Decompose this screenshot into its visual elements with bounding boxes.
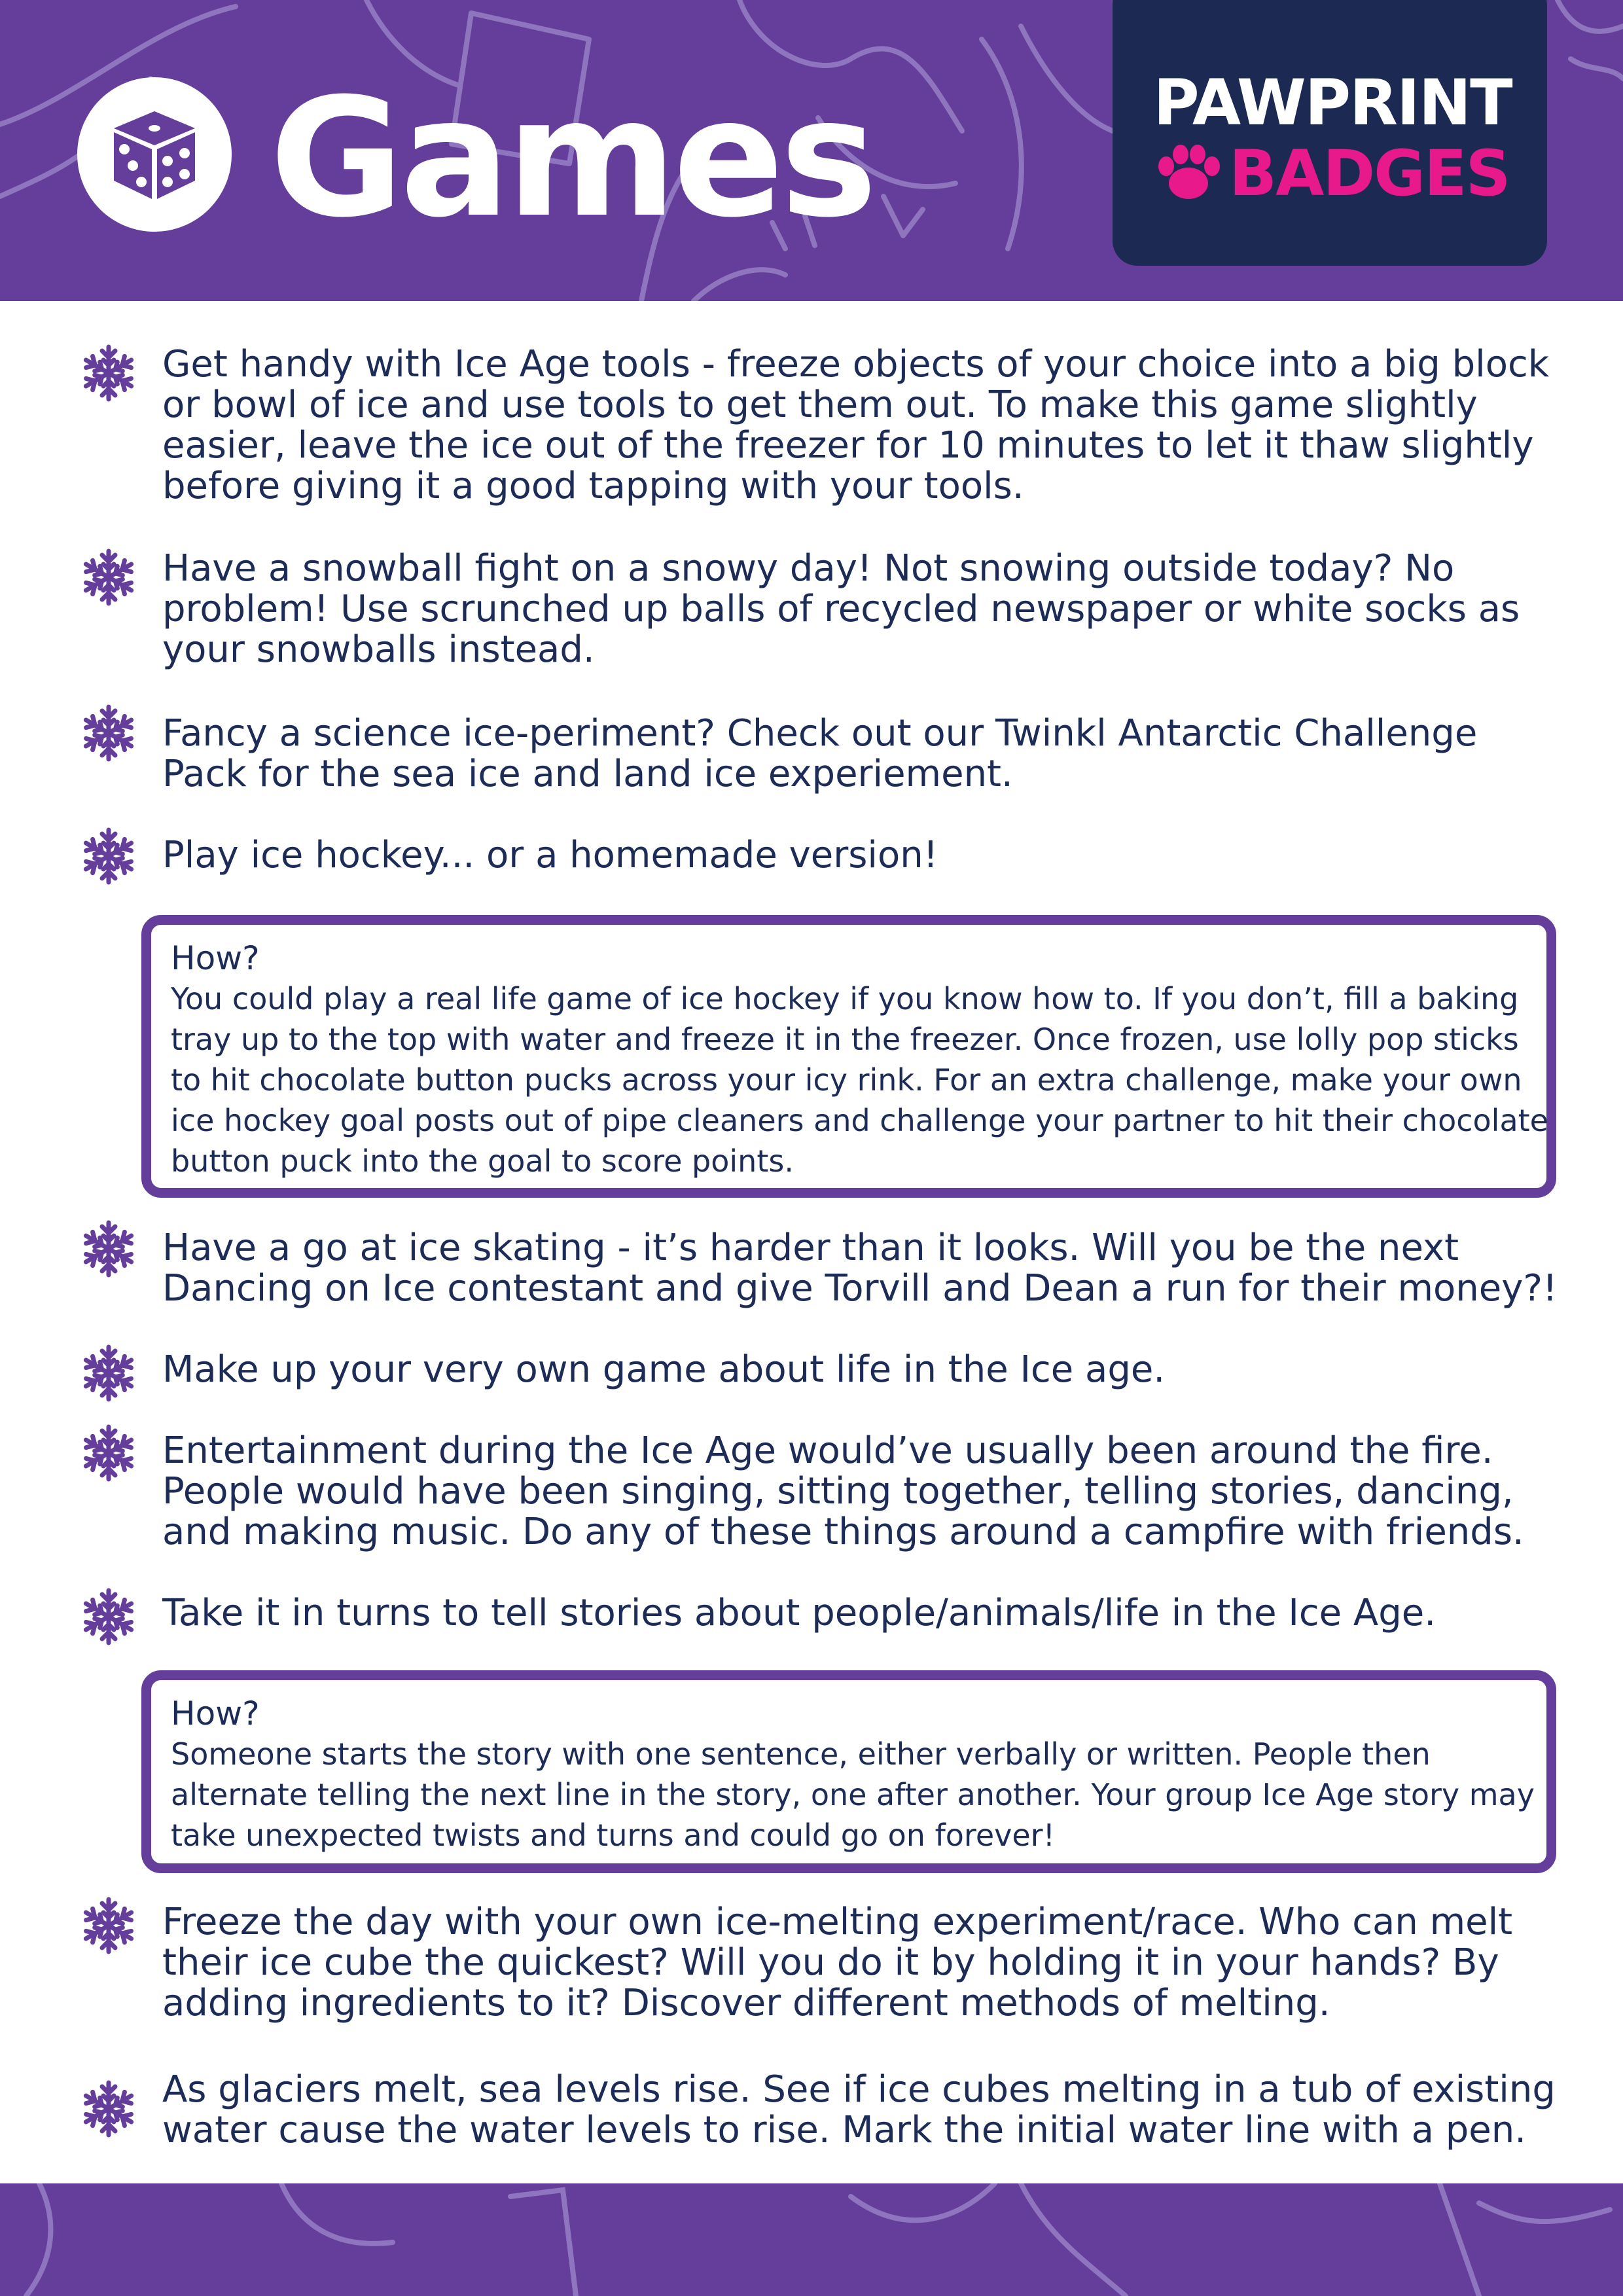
snowflake-icon bbox=[79, 1423, 139, 1483]
snowflake-icon bbox=[79, 1219, 139, 1279]
list-item-text: Have a snowball fight on a snowy day! Not snowing outside today? No problem! Use scrunched up balls of recycled newspaper or white socks as your snowballs instead. bbox=[162, 547, 1520, 671]
snowflake-icon bbox=[79, 2079, 139, 2139]
ice-age-illustration bbox=[0, 2183, 1623, 2296]
list-item-text: Make up your very own game about life in the Ice age. bbox=[162, 1348, 1166, 1391]
brand-logo bbox=[1113, 0, 1547, 266]
list-item-text: Entertainment during the Ice Age would’ve usually been around the fire. People would have been singing, sitting together, telling stories, dancing, and making music. Do any of these things around a campfire with friends. bbox=[162, 1429, 1524, 1553]
snowflake-icon bbox=[79, 703, 139, 763]
snowflake-icon bbox=[79, 826, 139, 886]
list-item-text: As glaciers melt, sea levels rise. See if ice cubes melting in a tub of existing water cause the water levels to rise. Mark the initial water line with a pen. bbox=[162, 2068, 1556, 2151]
how-box-label: How? bbox=[171, 1695, 260, 1732]
list-item-text: Play ice hockey... or a homemade version! bbox=[162, 834, 938, 876]
list-item-text: Fancy a science ice-periment? Check out our Twinkl Antarctic Challenge Pack for the sea ice and land ice experiement. bbox=[162, 712, 1478, 795]
brand-name-top: PAWPRINT bbox=[1153, 66, 1512, 139]
snowflake-icon bbox=[79, 343, 139, 403]
how-box bbox=[141, 1670, 1556, 1873]
list-item-text: Get handy with Ice Age tools - freeze objects of your choice into a big block or bowl of ice and use tools to get them out. To make this game slightly easier, leave the ice out of the freezer for 10 minutes to let it thaw slightly before giving it a good tapping with your tools. bbox=[162, 343, 1550, 507]
snowflake-icon bbox=[79, 1343, 139, 1403]
page-title: Games bbox=[270, 63, 874, 253]
how-box-text: Someone starts the story with one sentence, either verbally or written. People then alternate telling the next line in the story, one after another. Your group Ice Age story may take unexpected twists and turns and could go on forever! bbox=[171, 1736, 1535, 1853]
snowflake-icon bbox=[79, 1587, 139, 1647]
how-box bbox=[141, 915, 1556, 1198]
dice-icon bbox=[77, 77, 232, 232]
paw-icon bbox=[1152, 137, 1224, 209]
snowflake-icon bbox=[79, 547, 139, 607]
how-box-text: You could play a real life game of ice hockey if you know how to. If you don’t, fill a baking tray up to the top with water and freeze it in the freezer. Once frozen, use lolly pop sticks to hit chocolate button pucks across your icy rink. For an extra challenge, make your own ice hockey goal posts out of pipe cleaners and challenge your partner to hit their chocolate button puck into the goal to score points. bbox=[171, 981, 1548, 1179]
list-item-text: Have a go at ice skating - it’s harder than it looks. Will you be the next Dancing on Ice contestant and give Torvill and Dean a run for their money?! bbox=[162, 1227, 1558, 1310]
list-item-text: Take it in turns to tell stories about people/animals/life in the Ice Age. bbox=[162, 1592, 1436, 1634]
how-box-label: How? bbox=[171, 939, 260, 977]
brand-name-bottom-row bbox=[1152, 137, 1518, 209]
snowflake-icon bbox=[79, 1895, 139, 1956]
brand-badges-text: BADGES bbox=[1229, 137, 1510, 210]
list-item-text: Freeze the day with your own ice-melting experiment/race. Who can melt their ice cube the quickest? Will you do it by holding it in your hands? By adding ingredients to it? Discover different methods of melting. bbox=[162, 1901, 1513, 2024]
dice-icon-badge bbox=[77, 77, 232, 232]
footer-banner bbox=[0, 2183, 1623, 2296]
